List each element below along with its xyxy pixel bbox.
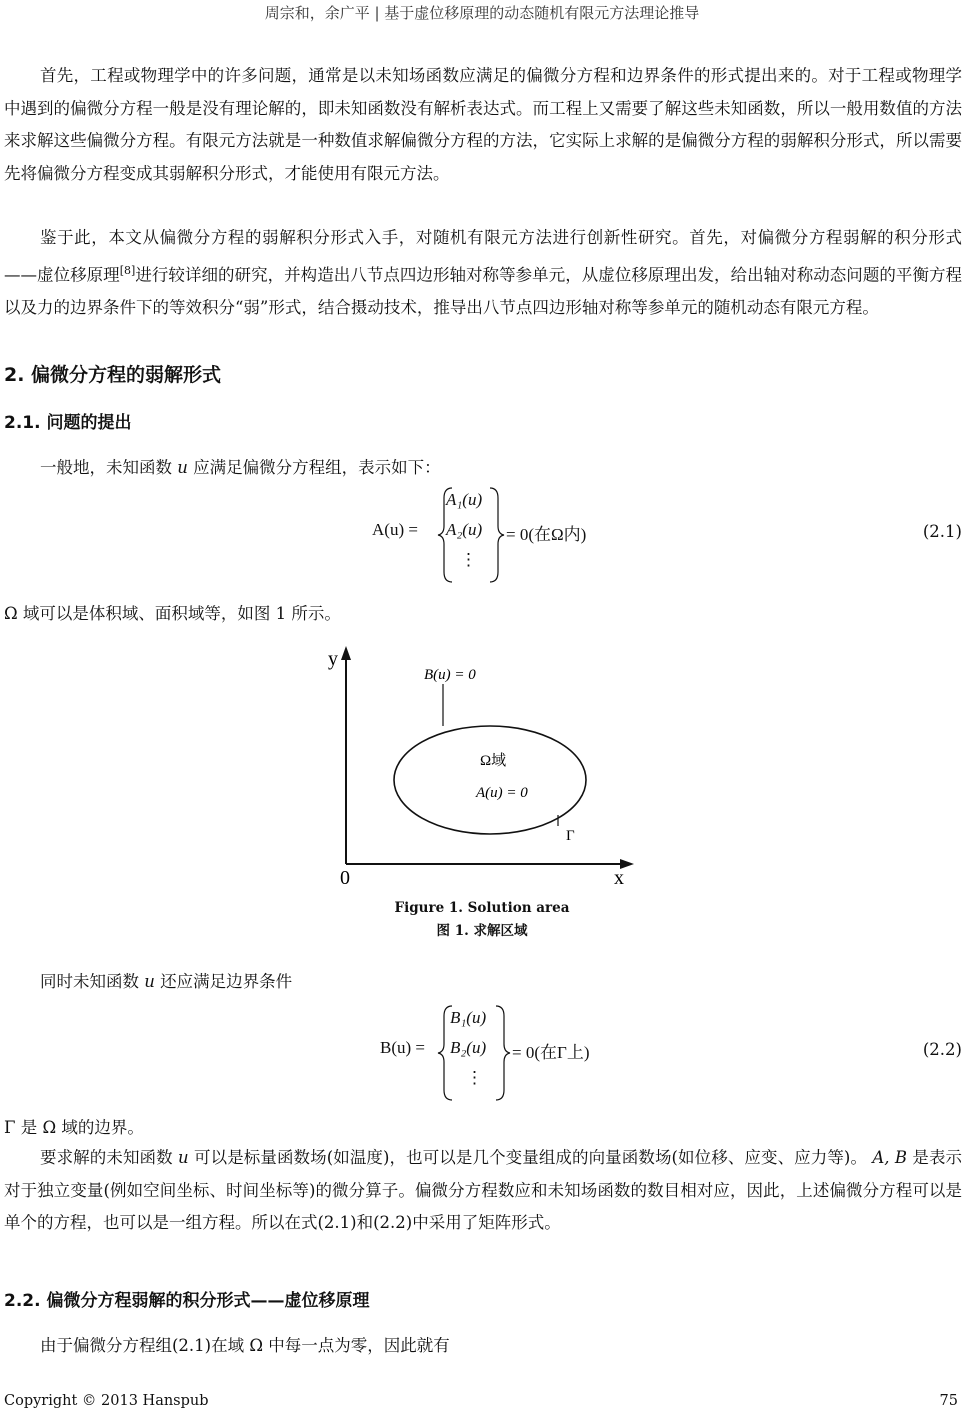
symbol-a-b: A, B	[872, 1148, 908, 1167]
equation-row-2: A₂(u)	[446, 520, 483, 539]
equation-row-2: B₂(u)	[450, 1038, 487, 1057]
equation-number-2-1: (2.1)	[922, 522, 962, 541]
equation-lhs-2-2: B(u) =	[380, 1038, 425, 1057]
text-line-domain: Ω 域可以是体积域、面积域等，如图 1 所示。	[4, 604, 341, 623]
domain-ellipse	[394, 726, 586, 834]
text-line-domain-zero: 由于偏微分方程组(2.1)在域 Ω 中每一点为零，因此就有	[40, 1336, 450, 1355]
equation-row-1: B₁(u)	[450, 1008, 487, 1027]
section-heading-2: 2. 偏微分方程的弱解形式	[4, 364, 222, 386]
equation-lhs-2-1: A(u) =	[372, 520, 418, 539]
right-brace	[492, 1004, 512, 1102]
reference-citation: [8]	[119, 263, 136, 277]
equation-row-1: A₁(u)	[446, 490, 483, 509]
section-heading-2-2: 2.2. 偏微分方程弱解的积分形式——虚位移原理	[4, 1291, 370, 1311]
domain-label: Ω域	[480, 753, 507, 769]
paragraph-approach-text-b: 进行较详细的研究，并构造出八节点四边形轴对称等参单元，从虚位移原理出发，给出轴对称动态问题的平衡方程以及力的边界条件下的等效积分“弱”形式，结合摄动技术，推导出八节点四边形轴对称等参单元的随机动态有限元方程。	[4, 265, 963, 317]
paragraph-approach-text-a: 鉴于此，本文从偏微分方程的弱解积分形式入手，对随机有限元方法进行创新性研究。首先，对偏微分方程弱解的积分形式——虚位移原理	[4, 228, 962, 284]
symbol-u: u	[144, 972, 155, 991]
figure-caption-en: Figure 1. Solution area	[394, 900, 570, 916]
page-number: 75	[939, 1393, 958, 1409]
x-axis-label: x	[614, 867, 624, 889]
text-line-gamma-boundary: Γ 是 Ω 域的边界。	[4, 1118, 144, 1137]
text-line-unknown-function: 一般地，未知函数 u 应满足偏微分方程组，表示如下：	[40, 458, 441, 477]
figure-caption-cn: 图 1. 求解区域	[436, 923, 528, 939]
equation-rhs-2-2: = 0(在Γ上)	[512, 1043, 590, 1062]
symbol-u: u	[177, 458, 188, 477]
equation-number-2-2: (2.2)	[922, 1040, 962, 1059]
footer-copyright: Copyright © 2013 Hanspub	[4, 1393, 209, 1409]
running-header: 周宗和，余广平 | 基于虚位移原理的动态随机有限元方法理论推导	[264, 4, 700, 22]
gamma-label: Γ	[566, 828, 575, 844]
paragraph-approach	[4, 222, 962, 324]
equation-row-ellipsis: ⋮	[466, 1068, 483, 1087]
y-axis-arrow	[341, 646, 351, 660]
figure-solution-area	[310, 640, 650, 890]
equation-row-ellipsis: ⋮	[460, 550, 477, 569]
paragraph-intro: 首先，工程或物理学中的许多问题，通常是以未知场函数应满足的偏微分方程和边界条件的形式提出来的。对于工程或物理学中遇到的偏微分方程一般是没有理论解的，即未知函数没有解析表达式。而工程上又需要了解这些未知函数，所以一般用数值的方法来求解这些偏微分方程。有限元方法就是一种数值求解偏微分方程的方法，它实际上求解的是偏微分方程的弱解积分形式，所以需要先将偏微分方程变成其弱解积分形式，才能使用有限元方法。	[4, 66, 962, 183]
paragraph-unknown-function: 要求解的未知函数 u 可以是标量函数场(如温度)，也可以是几个变量组成的向量函数场(如位移、应变、应力等)。 A, B 是表示对于独立变量(例如空间坐标、时间坐标等)的微分算子。偏微分方程数应和未知场函数的数目相对应，因此，上述偏微分方程可以是单个的方程，也可以是一组方程。所以在式(2.1)和(2.2)中采用了矩阵形式。	[4, 1148, 963, 1232]
y-axis-label: y	[328, 648, 338, 670]
equation-rhs-2-1: = 0(在Ω内)	[506, 525, 587, 544]
origin-label: 0	[340, 867, 350, 889]
symbol-u: u	[178, 1148, 189, 1167]
section-heading-2-1: 2.1. 问题的提出	[4, 413, 132, 433]
boundary-condition-label: B(u) = 0	[424, 667, 476, 683]
text-line-boundary-condition: 同时未知函数 u 还应满足边界条件	[40, 972, 293, 991]
right-brace	[486, 486, 506, 584]
domain-equation-label: A(u) = 0	[476, 785, 528, 801]
